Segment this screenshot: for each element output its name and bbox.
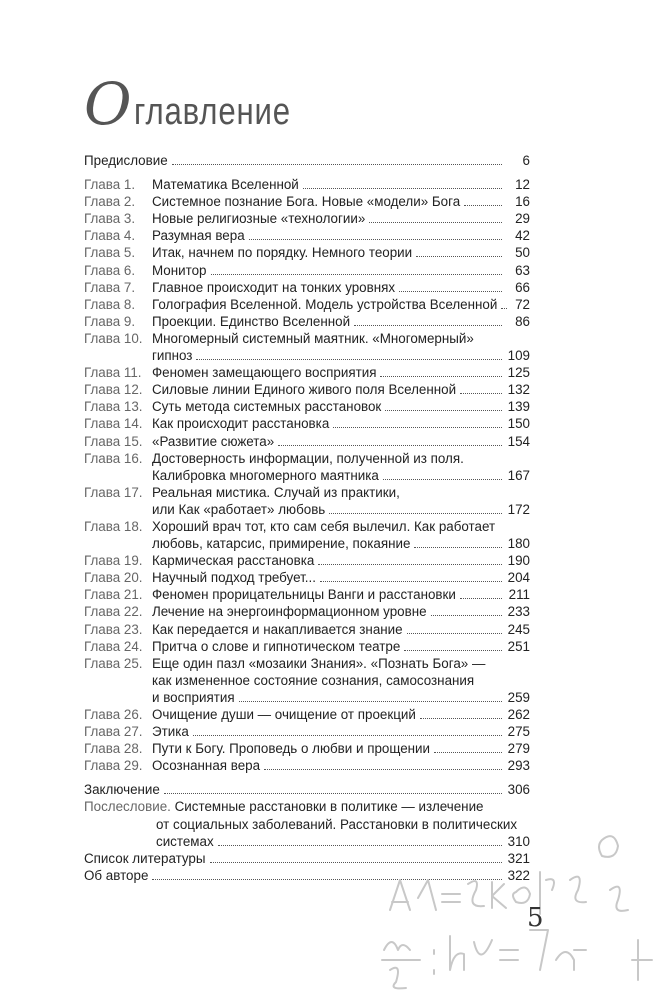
chapter-label: Глава 18. [84,518,143,534]
entry-page: 262 [507,707,530,722]
entry-page: 322 [507,867,530,883]
entry-page: 125 [507,365,530,381]
entry-page: 63 [515,262,530,278]
entry-line [84,603,530,620]
entry-line [84,586,530,603]
toc-heading [84,70,325,138]
entry-line [84,296,530,313]
entry-line [84,364,530,381]
entry-title: Силовые линии Единого живого поля Вселенной [152,382,457,398]
entry-title: Еще один пазл «мозаики Знания». «Познать Бога» — [152,655,486,671]
leader-dots [460,393,502,394]
chapter-label: Глава 8. [84,296,136,312]
toc-entry-chapter[interactable] [84,415,530,432]
heading-rest: главление [133,91,291,133]
entry-title: Монитор [152,262,207,278]
leader-dots [278,445,502,446]
entry-line [84,210,530,227]
toc-entry-chapter[interactable] [84,313,530,330]
entry-title: Реальная мистика. Случай из практики, [152,484,400,500]
entry-line [84,672,530,689]
entry-line [84,621,530,638]
toc-entry-chapter[interactable] [84,740,530,757]
leader-dots [172,164,502,165]
chapter-label: Глава 13. [84,399,143,415]
chapter-label: Глава 11. [84,365,142,381]
chapter-label: Глава 3. [84,211,136,227]
leader-dots [369,222,502,223]
page-number: 5 [527,903,544,933]
entry-page: 233 [507,604,530,620]
entry-line [84,381,530,398]
entry-title: Суть метода системных расстановок [152,399,382,415]
entry-page: 66 [515,279,530,295]
entry-line [84,450,530,467]
entry-line [84,501,530,518]
chapter-label: Глава 20. [84,570,143,586]
toc-entry-chapter[interactable] [84,621,530,638]
entry-title: Новые религиозные «технологии» [152,211,366,227]
entry-line [84,313,530,330]
entry-title: гипноз [152,348,193,364]
chapter-label: Глава 16. [84,450,143,466]
entry-page: 245 [507,621,530,637]
entry-line [84,176,530,193]
entry-page: 139 [507,399,530,415]
chapter-label: Глава 14. [84,416,143,432]
entry-page: 204 [507,570,530,586]
entry-title: Главное происходит на тонких уровнях [152,279,396,295]
entry-page: 6 [522,153,530,168]
entry-line [84,484,530,501]
leader-dots [193,735,502,736]
entry-page: 109 [507,348,530,364]
leader-dots [385,410,502,411]
entry-title: Калибровка многомерного маятника [152,467,379,483]
chapter-label: Глава 5. [84,245,136,261]
entry-title: Феномен прорицательницы Ванги и расстановки [152,587,456,603]
entry-title: Очищение души — очищение от проекций [152,707,416,722]
entry-line [84,244,530,261]
toc-entry-preface[interactable] [84,152,530,169]
leader-dots [399,291,502,292]
entry-title: Как передается и накапливается знание [152,621,403,637]
decorative-initial: О [84,70,132,138]
leader-dots [164,793,502,794]
entry-page: 293 [507,758,530,774]
entry-page: 251 [507,638,530,654]
chapter-list [84,176,530,774]
entry-title: Итак, начнем по порядку. Немного теории [152,245,413,261]
entry-title: Осознанная вера [152,758,261,774]
entry-title: Голография Вселенной. Модель устройства Вселенной [152,296,498,312]
leader-dots [318,564,502,565]
toc-entry-chapter[interactable] [84,450,530,484]
chapter-label: Глава 6. [84,262,136,278]
entry-line [84,193,530,210]
toc-entry-chapter[interactable] [84,638,530,655]
toc-entry-chapter[interactable] [84,193,530,210]
entry-page: 172 [507,501,530,517]
toc-entry-chapter[interactable] [84,279,530,296]
entry-title: Хороший врач тот, кто сам себя вылечил. Как работает [152,518,496,534]
leader-dots [239,701,502,702]
chapter-label: Глава 4. [84,228,136,244]
entry-line [84,535,530,552]
entry-page: 29 [515,211,530,227]
leader-dots [416,256,502,257]
chapter-label: Глава 21. [84,587,143,603]
entry-title: Об авторе [84,867,149,883]
entry-line [84,706,530,723]
entry-title: Феномен замещающего восприятия [152,365,377,381]
entry-title: Кармическая расстановка [152,553,315,569]
chapter-label: Глава 22. [84,604,143,620]
toc-entry-chapter[interactable] [84,433,530,450]
entry-line [84,723,530,740]
table-of-contents [84,152,530,884]
leader-dots [460,598,502,599]
chapter-label: Глава 23. [84,621,143,637]
chapter-label: Глава 24. [84,638,143,654]
toc-entry-chapter[interactable] [84,586,530,603]
toc-entry-chapter[interactable] [84,381,530,398]
handwritten-formulas-watermark [380,810,659,1000]
leader-dots [354,325,502,326]
entry-page: 72 [515,296,530,312]
entry-title: или Как «работает» любовь [152,501,326,517]
leader-dots [211,274,502,275]
chapter-label: Глава 25. [84,655,143,671]
entry-line [84,330,530,347]
toc-entry-chapter[interactable] [84,706,530,723]
afterword-label: Послесловие. [84,799,171,815]
entry-line [84,227,530,244]
entry-title: Проекции. Единство Вселенной [152,313,351,329]
entry-title: Разумная вера [152,228,245,244]
leader-dots [431,615,502,616]
toc-entry-chapter[interactable] [84,227,530,244]
leader-dots [434,752,502,753]
entry-page: 16 [515,194,530,210]
chapter-label: Глава 7. [84,279,136,295]
chapter-label: Глава 15. [84,433,143,449]
toc-entry-chapter[interactable] [84,569,530,586]
section-gap [84,774,530,781]
toc-entry-chapter[interactable] [84,210,530,227]
chapter-label: Глава 29. [84,758,143,774]
entry-title: Заключение [84,782,160,798]
entry-line [84,638,530,655]
entry-page: 310 [507,833,530,849]
toc-entry-chapter[interactable] [84,484,530,518]
entry-title: Как происходит расстановка [152,416,330,432]
leader-dots [380,376,502,377]
entry-page: 167 [507,467,530,483]
chapter-label: Глава 12. [84,382,143,398]
entry-title: и восприятия [152,689,235,705]
entry-page: 154 [507,433,530,449]
leader-dots [249,239,502,240]
leader-dots [333,427,502,428]
entry-line [84,740,530,757]
leader-dots [420,718,502,719]
entry-line [84,552,530,569]
entry-title: Притча о слове и гипнотическом театре [152,638,401,654]
entry-line [84,433,530,450]
entry-page: 42 [515,228,530,244]
chapter-label: Глава 27. [84,724,143,740]
entry-page: 12 [515,177,530,193]
entry-page: 132 [507,382,530,398]
entry-line [84,415,530,432]
toc-entry-chapter[interactable] [84,244,530,261]
entry-title: Научный подход требует... [152,570,316,586]
entry-title: как измененное состояние сознания, самосознания [152,672,475,688]
entry-page: 279 [507,741,530,757]
chapter-label: Глава 1. [84,177,136,193]
entry-page: 190 [507,553,530,569]
entry-line [84,398,530,415]
section-gap [84,169,530,176]
leader-dots [407,633,502,634]
entry-line [84,279,530,296]
entry-page: 306 [507,782,530,798]
chapter-label: Глава 19. [84,553,143,569]
entry-title: от социальных заболеваний. Расстановки в политических [156,816,518,832]
leader-dots [383,479,502,480]
entry-line [84,518,530,535]
entry-title: Математика Вселенной [152,177,299,193]
toc-entry-chapter[interactable] [84,723,530,740]
leader-dots [264,769,502,770]
entry-line [84,569,530,586]
toc-entry-chapter[interactable] [84,518,530,552]
entry-line [84,347,530,364]
toc-entry-chapter[interactable] [84,364,530,381]
entry-line [84,689,530,706]
entry-title: Пути к Богу. Проповедь о любви и прощении [152,741,431,757]
leader-dots [320,581,502,582]
leader-dots [303,188,502,189]
entry-title: Этика [152,724,189,740]
toc-entry-chapter[interactable] [84,262,530,279]
chapter-label: Глава 28. [84,741,143,757]
toc-entry-chapter[interactable] [84,398,530,415]
entry-title: системах [156,833,214,849]
toc-entry-chapter[interactable] [84,296,530,313]
entry-page: 275 [507,724,530,740]
toc-entry-chapter[interactable] [84,176,530,193]
leader-dots [414,547,502,548]
leader-dots [329,513,502,514]
toc-entry-conclusion[interactable] [84,781,530,798]
entry-title: любовь, катарсис, примирение, покаяние [152,536,411,552]
entry-page: 321 [507,850,530,866]
toc-entry-chapter[interactable] [84,655,530,706]
entry-title: Достоверность информации, полученной из поля. [152,450,464,466]
toc-entry-chapter[interactable] [84,603,530,620]
entry-title: Список литературы [84,850,206,866]
entry-page: 50 [515,245,530,261]
leader-dots [404,650,502,651]
chapter-label: Глава 26. [84,707,143,722]
toc-entry-chapter[interactable] [84,330,530,364]
leader-dots [464,205,502,206]
entry-page: 211 [508,587,530,603]
entry-title: «Развитие сюжета» [152,433,275,449]
toc-entry-chapter[interactable] [84,552,530,569]
entry-title: Лечение на энергоинформационном уровне [152,604,427,620]
chapter-label: Глава 17. [84,484,143,500]
entry-line [84,757,530,774]
entry-title: Многомерный системный маятник. «Многомерный» [152,330,474,346]
entry-page: 180 [507,536,530,552]
entry-title: Предисловие [84,153,168,168]
entry-page: 150 [507,416,530,432]
entry-page: 259 [507,689,530,705]
leader-dots [196,359,502,360]
chapter-label: Глава 9. [84,313,136,329]
entry-page: 86 [515,313,530,329]
toc-entry-chapter[interactable] [84,757,530,774]
entry-title: Системные расстановки в политике — излечение [174,799,484,815]
entry-line [84,467,530,484]
entry-line [84,262,530,279]
entry-title: Системное познание Бога. Новые «модели» Бога [152,194,461,210]
chapter-label: Глава 10. [84,330,143,346]
entry-line [84,655,530,672]
chapter-label: Глава 2. [84,194,136,210]
